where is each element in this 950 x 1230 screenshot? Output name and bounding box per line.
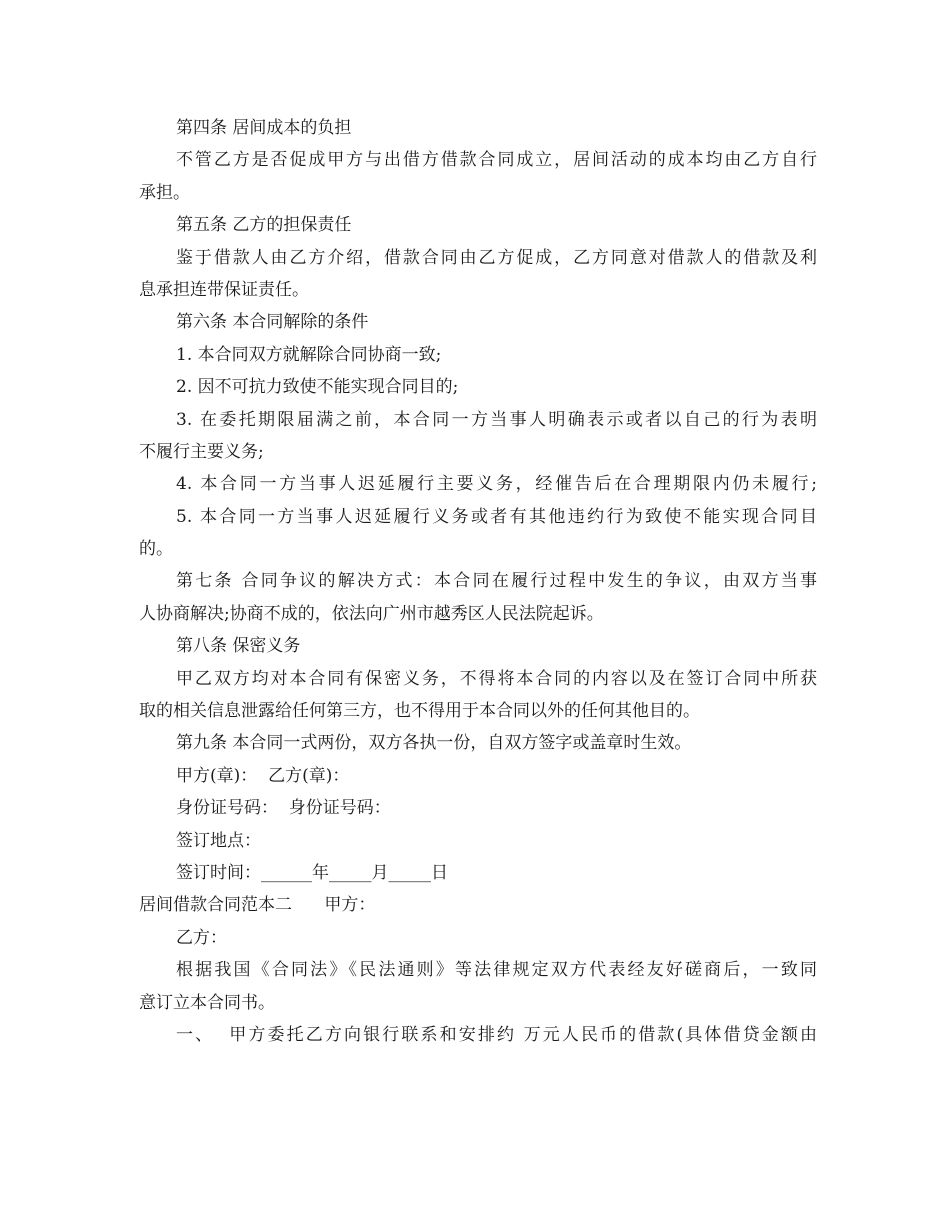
article-8-body-line: 取的相关信息泄露给任何第三方，也不得用于本合同以外的任何其他目的。	[139, 701, 700, 722]
article-4-heading: 第四条 居间成本的负担	[176, 118, 352, 138]
preamble-line: 意订立本合同书。	[139, 992, 275, 1013]
article-5-body-line: 鉴于借款人由乙方介绍，借款合同由乙方促成，乙方同意对借款人的借款及利	[176, 247, 817, 268]
article-6-item: 3. 在委托期限届满之前，本合同一方当事人明确表示或者以自己的行为表明	[176, 409, 817, 430]
article-6-heading: 第六条 本合同解除的条件	[176, 312, 369, 333]
article-5-body-line: 息承担连带保证责任。	[139, 279, 309, 300]
article-8-body-line: 甲乙双方均对本合同有保密义务，不得将本合同的内容以及在签订合同中所获	[176, 668, 817, 689]
article-4-body-line: 不管乙方是否促成甲方与出借方借款合同成立，居间活动的成本均由乙方自行	[176, 150, 817, 171]
signature-party-seals: 甲方(章)： 乙方(章)：	[176, 765, 350, 786]
party-b-label: 乙方：	[176, 927, 227, 948]
document-page	[139, 112, 817, 1051]
article-8-heading: 第八条 保密义务	[176, 636, 301, 657]
article-6-item-continuation: 的。	[139, 539, 173, 560]
article-7-text: 第七条 合同争议的解决方式：本合同在履行过程中发生的争议，由双方当事	[176, 571, 817, 592]
template-two-title: 居间借款合同范本二 甲方：	[139, 895, 376, 916]
article-6-item: 4. 本合同一方当事人迟延履行主要义务，经催告后在合理期限内仍未履行;	[176, 474, 817, 495]
article-7-text: 人协商解决;协商不成的，依法向广州市越秀区人民法院起诉。	[139, 603, 604, 624]
signature-id-numbers: 身份证号码： 身份证号码：	[176, 798, 391, 819]
article-6-item: 2. 因不可抗力致使不能实现合同目的;	[176, 377, 459, 398]
signing-date: 签订时间：______年_____月_____日	[176, 862, 448, 883]
signing-location: 签订地点：	[176, 830, 261, 851]
clause-one-line: 一、 甲方委托乙方向银行联系和安排约 万元人民币的借款(具体借贷金额由	[176, 1024, 817, 1045]
article-9-text: 第九条 本合同一式两份，双方各执一份，自双方签字或盖章时生效。	[176, 733, 692, 754]
article-4-body-line: 承担。	[139, 182, 190, 203]
preamble-line: 根据我国《合同法》《民法通则》等法律规定双方代表经友好磋商后，一致同	[176, 960, 817, 981]
article-6-item: 5. 本合同一方当事人迟延履行义务或者有其他违约行为致使不能实现合同目	[176, 506, 817, 527]
article-5-heading: 第五条 乙方的担保责任	[176, 215, 352, 236]
article-6-item-continuation: 不履行主要义务;	[139, 441, 264, 462]
article-6-item: 1. 本合同双方就解除合同协商一致;	[176, 344, 442, 365]
